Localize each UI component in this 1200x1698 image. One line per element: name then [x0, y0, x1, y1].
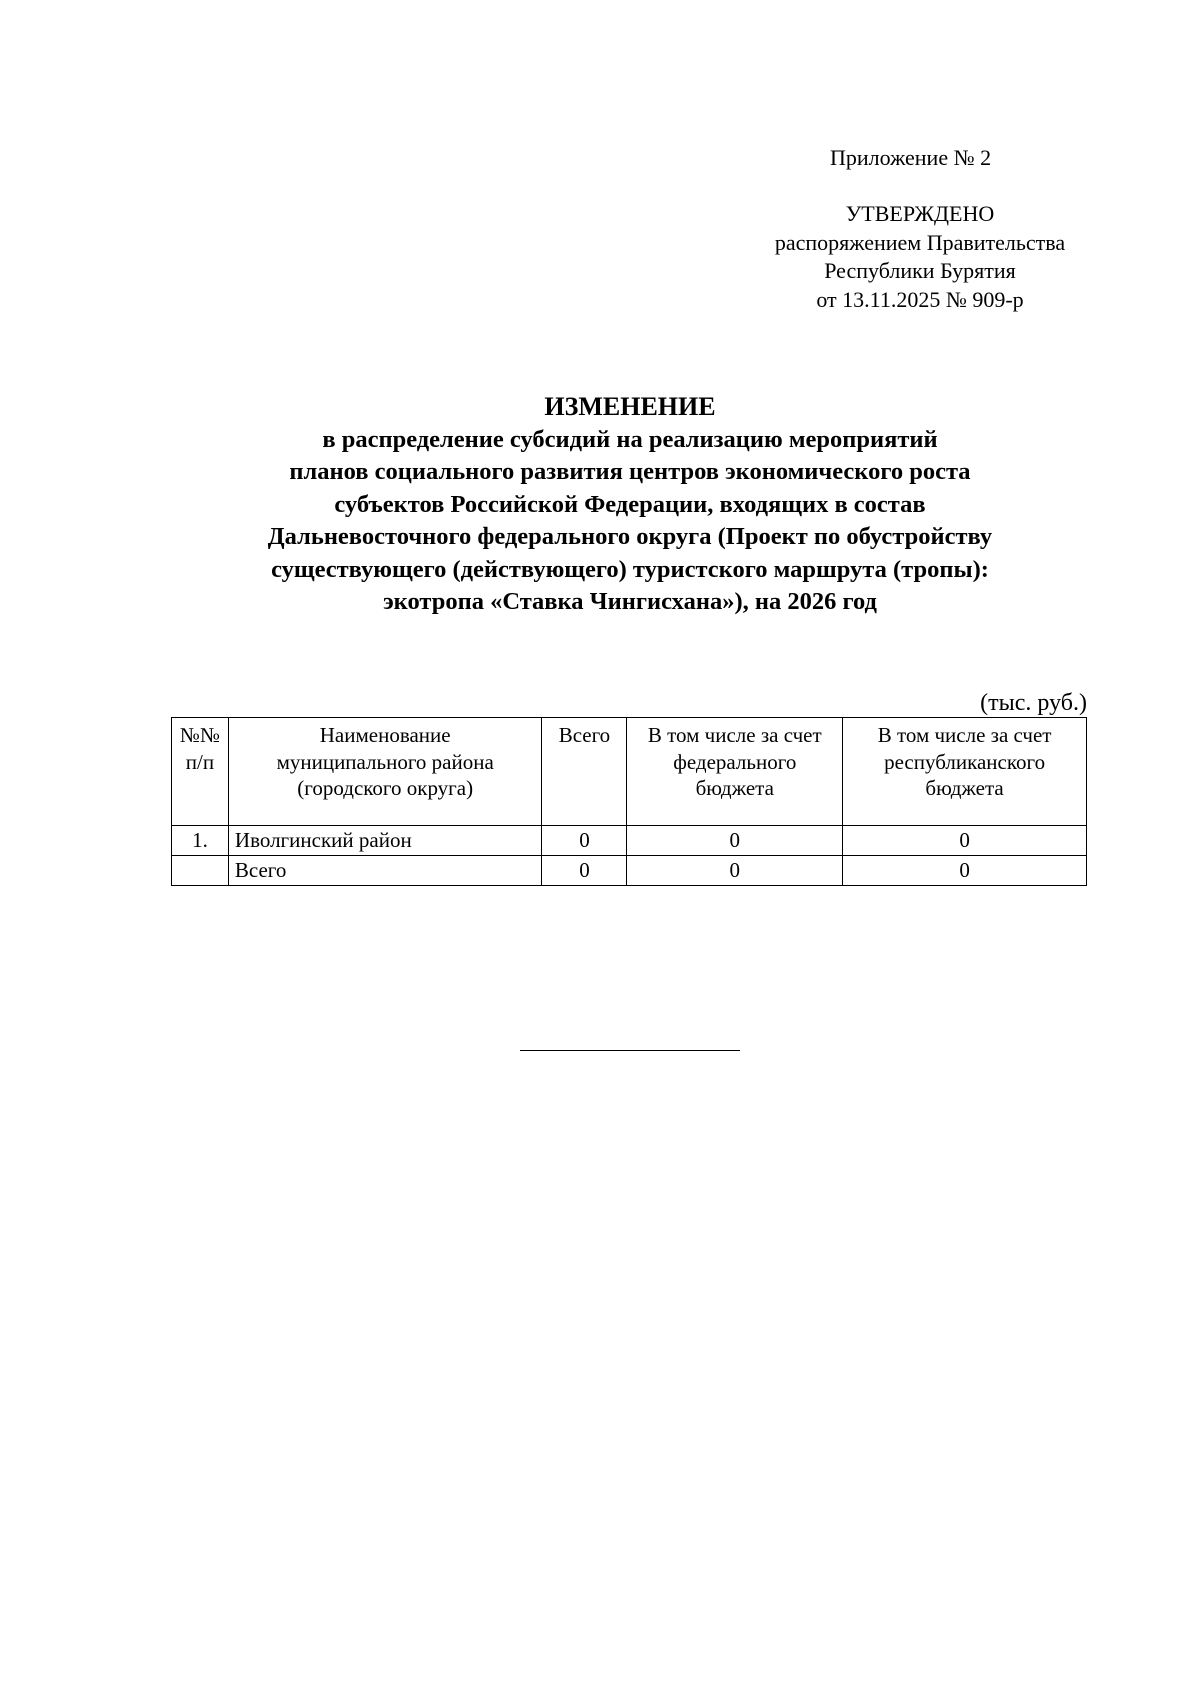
document-title [150, 391, 1110, 619]
cell-republic: 0 [843, 826, 1087, 856]
title-line: экотропа «Ставка Чингисхана»), на 2026 год [383, 588, 877, 615]
approval-line: УТВЕРЖДЕНО [845, 201, 995, 226]
header-federal: В том числе за счет федерального бюджета [627, 718, 843, 826]
table-total-row [172, 856, 1087, 886]
cell-total: 0 [542, 826, 627, 856]
title-heading: ИЗМЕНЕНИЕ [544, 392, 716, 421]
header-number: №№ п/п [172, 718, 229, 826]
approval-line: распоряжением Правительства [774, 229, 1066, 255]
cell-municipality: Иволгинский район [228, 826, 542, 856]
cell-federal: 0 [627, 826, 843, 856]
header-republic: В том числе за счет республиканского бюджета [843, 718, 1087, 826]
title-line: планов социального развития центров экономического роста [289, 458, 971, 485]
approval-stamp-block [740, 200, 1100, 314]
cell-number: 1. [172, 826, 229, 856]
title-line: субъектов Российской Федерации, входящих в состав [334, 490, 926, 518]
end-divider [520, 1050, 740, 1051]
cell-number [172, 856, 229, 886]
header-total: Всего [542, 718, 627, 826]
approval-line: Республики Бурятия [824, 258, 1016, 283]
cell-total: 0 [542, 856, 627, 886]
table-header-row [172, 718, 1087, 826]
units-label: (тыс. руб.) [980, 690, 1087, 716]
title-line: Дальневосточного федерального округа (Проект по обустройству [267, 523, 993, 550]
title-line: в распределение субсидий на реализацию мероприятий [322, 425, 938, 453]
appendix-number: Приложение № 2 [830, 145, 992, 170]
header-municipality: Наименование муниципального района (городского округа) [228, 718, 542, 826]
cell-federal: 0 [627, 856, 843, 886]
approval-line: от 13.11.2025 № 909-р [816, 286, 1024, 312]
cell-republic: 0 [843, 856, 1087, 886]
title-line: существующего (действующего) туристского маршрута (тропы): [271, 555, 989, 583]
subsidy-table [171, 717, 1087, 886]
cell-municipality: Всего [228, 856, 542, 886]
table-row [172, 826, 1087, 856]
